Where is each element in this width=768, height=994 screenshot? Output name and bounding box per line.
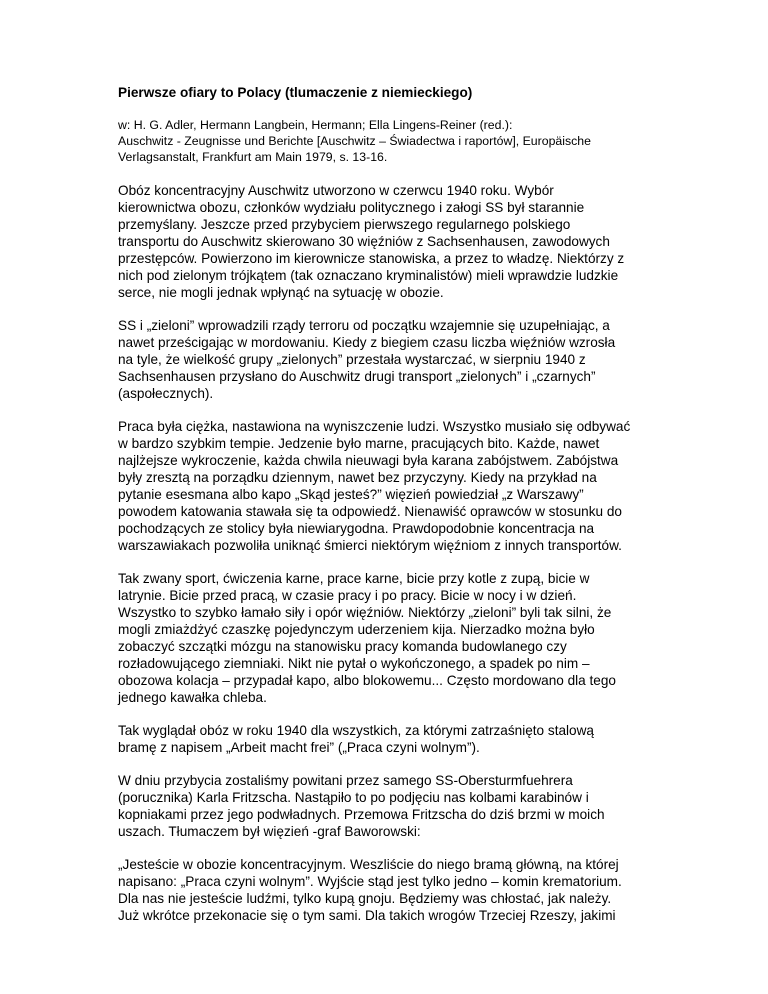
text-line: nich pod zielonym trójkątem (tak oznaczano kryminalistów) mieli wprawdzie ludzkie (118, 268, 619, 283)
text-line: Sachsenhausen przysłano do Auschwitz drugi transport „zielonych” i „czarnych” (118, 369, 596, 384)
text-line: Praca była ciężka, nastawiona na wyniszczenie ludzi. Wszystko musiało się odbywać (118, 419, 631, 434)
text-line: najlżejsze wykroczenie, każda chwila nieuwagi była karana zabójstwem. Zabójstwa (118, 453, 619, 468)
text-line: Obóz koncentracyjny Auschwitz utworzono w czerwcu 1940 roku. Wybór (118, 183, 554, 198)
text-line: kopniakami przez jego podwładnych. Przemowa Fritzscha do dziś brzmi w moich (118, 807, 605, 822)
text-line: SS i „zieloni” wprowadzili rządy terroru od początku wzajemnie się uzupełniając, a (118, 318, 610, 333)
text-line: serce, nie mogli jednak wpłynąć na sytuację w obozie. (118, 285, 444, 300)
text-line: Wszystko to szybko łamało siły i opór więźniów. Niektórzy „zieloni” byli tak silni, że (118, 605, 612, 620)
paragraph-6 (118, 772, 658, 840)
paragraph-7 (118, 856, 658, 924)
text-line: w bardzo szybkim tempie. Jedzenie było marne, pracujących bito. Każde, nawet (118, 436, 600, 451)
paragraph-5 (118, 722, 658, 756)
paragraph-4 (118, 570, 658, 706)
text-line: transportu do Auschwitz skierowano 30 więźniów z Sachsenhausen, zawodowych (118, 234, 610, 249)
text-line: zobaczyć szczątki mózgu na stanowisku pracy komanda budowlanego czy (118, 639, 567, 654)
text-line: rozładowującego ziemniaki. Nikt nie pytał o wykończonego, a spadek po nim – (118, 656, 590, 671)
source-citation (118, 117, 658, 165)
text-line: (porucznika) Karla Fritzscha. Nastąpiło to po podjęciu nas kolbami karabinów i (118, 790, 589, 805)
text-line: obozowa kolacja – przypadał kapo, albo blokowemu... Często mordowano dla tego (118, 673, 616, 688)
text-line: pytanie esesmana albo kapo „Skąd jesteś?” więzień powiedział „z Warszawy” (118, 487, 584, 502)
paragraph-2 (118, 317, 658, 402)
text-line: (aspołecznych). (118, 386, 214, 401)
paragraph-1 (118, 182, 658, 301)
text-line: latrynie. Bicie przed pracą, w czasie pracy i po pracy. Bicie w nocy i w dzień. (118, 588, 577, 603)
text-line: kierownictwa obozu, członków wydziału politycznego i załogi SS był starannie (118, 200, 585, 215)
text-line: mogli zmiażdżyć czaszkę pojedynczym uderzeniem kija. Nierzadko można było (118, 622, 595, 637)
text-line: Już wkrótce przekonacie się o tym sami. Dla takich wrogów Trzeciej Rzeszy, jakimi (118, 908, 616, 923)
text-line: przemyślany. Jeszcze przed przybyciem pierwszego regularnego polskiego (118, 217, 571, 232)
text-line: Tak zwany sport, ćwiczenia karne, prace karne, bicie przy kotle z zupą, bicie w (118, 571, 590, 586)
text-line: uszach. Tłumaczem był więzień -graf Baworowski: (118, 824, 421, 839)
text-line: na tyle, że wielkość grupy „zielonych” przestała wystarczać, w sierpniu 1940 z (118, 352, 586, 367)
text-line: „Jesteście w obozie koncentracyjnym. Weszliście do niego bramą główną, na której (118, 857, 619, 872)
text-line: przestępców. Powierzono im kierownicze stanowiska, a przez to władzę. Niektórzy z (118, 251, 625, 266)
document-title: Pierwsze ofiary to Polacy (tlumaczenie z niemieckiego) (118, 85, 473, 100)
document-page (118, 84, 658, 940)
text-line: bramę z napisem „Arbeit macht frei” („Praca czyni wolnym”). (118, 740, 480, 755)
text-line: Dla nas nie jesteście ludźmi, tylko kupą gnoju. Będziemy was chłostać, jak należy. (118, 891, 612, 906)
text-line: powodem katowania stawała się ta odpowiedź. Nienawiść oprawców w stosunku do (118, 504, 622, 519)
text-line: były zresztą na porządku dziennym, nawet bez przyczyny. Kiedy na przykład na (118, 470, 597, 485)
source-line: Auschwitz - Zeugnisse und Berichte [Auschwitz – Świadectwa i raportów], Europäische (118, 134, 591, 148)
text-line: warszawiakach pozwoliła uniknąć śmierci niektórym więźniom z innych transportów. (118, 538, 622, 553)
text-line: nawet prześcigając w mordowaniu. Kiedy z biegiem czasu liczba więźniów wzrosła (118, 335, 616, 350)
text-line: jednego kawałka chleba. (118, 690, 267, 705)
source-line: w: H. G. Adler, Hermann Langbein, Hermann; Ella Lingens-Reiner (red.): (118, 118, 513, 132)
text-line: Tak wyglądał obóz w roku 1940 dla wszystkich, za którymi zatrzaśnięto stalową (118, 723, 594, 738)
text-line: W dniu przybycia zostaliśmy powitani przez samego SS-Obersturmfuehrera (118, 773, 573, 788)
text-line: napisano: „Praca czyni wolnym”. Wyjście stąd jest tylko jedno – komin krematorium. (118, 874, 622, 889)
text-line: pochodzących ze stolicy była niewiarygodna. Prawdopodobnie koncentracja na (118, 521, 595, 536)
paragraph-3 (118, 418, 658, 554)
source-line: Verlagsanstalt, Frankfurt am Main 1979, s. 13-16. (118, 150, 388, 164)
